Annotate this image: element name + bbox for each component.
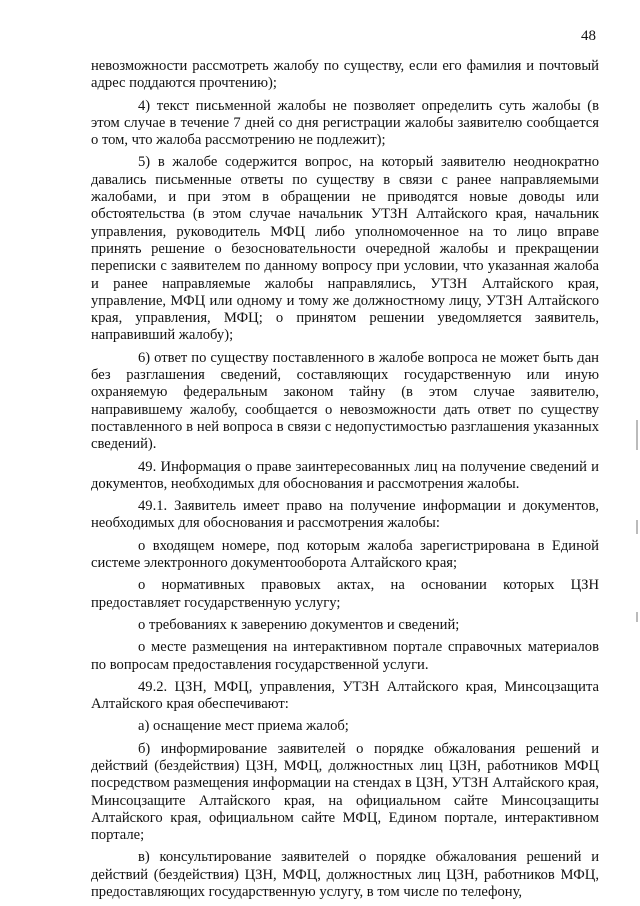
paragraph-item-b: б) информирование заявителей о порядке обжалования решений и действий (бездействия) ЦЗН, МФЦ, должностных лиц ЦЗН, работников МФЦ посредством размещения информации на стендах в ЦЗН, УТЗН Алтайского края, Минсоцзащите Алтайского края, на официальном сайте Минсоцзащиты Алтайского края, официальном сайте МФЦ, Едином портале, интерактивном портале; — [91, 740, 599, 844]
section-49-2: 49.2. ЦЗН, МФЦ, управления, УТЗН Алтайского края, Минсоцзащита Алтайского края обеспечивают: — [91, 678, 599, 713]
document-body — [91, 58, 599, 906]
paragraph-portal-placement: о месте размещения на интерактивном портале справочных материалов по вопросам предоставления государственной услуги. — [91, 639, 599, 673]
section-49-heading: 49. Информация о праве заинтересованных лиц на получение сведений и документов, необходимых для обоснования и рассмотрения жалобы. — [91, 458, 599, 492]
paragraph-normative-acts: о нормативных правовых актах, на основании которых ЦЗН предоставляет государственную услугу; — [91, 577, 599, 611]
paragraph-continuation: невозможности рассмотреть жалобу по существу, если его фамилия и почтовый адрес поддаются прочтению); — [91, 58, 599, 92]
paragraph-item-5: 5) в жалобе содержится вопрос, на который заявителю неоднократно давались письменные ответы по существу в связи с ранее направляемыми жалобами, и при этом в обращении не приводятся новые доводы или обстоятельства (в этом случае начальник УТЗН Алтайского края, начальник управления, руководитель МФЦ либо уполномоченное на то лицо вправе принять решение о безосновательности очередной жалобы и прекращении переписки с заявителем по данному вопросу при условии, что указанная жалоба и ранее направляемые жалобы направлялись, УТЗН Алтайского края, управление, МФЦ или одному и тому же должностному лицу, УТЗН Алтайского края, управления, МФЦ; о принятом решении уведомляется заявитель, направивший жалобу); — [91, 154, 599, 344]
scan-edge-mark — [636, 612, 638, 622]
paragraph-item-4: 4) текст письменной жалобы не позволяет определить суть жалобы (в этом случае в течение 7 дней со дня регистрации жалобы заявителю сообщается о том, что жалоба рассмотрению не подлежит); — [91, 97, 599, 149]
scan-edge-mark — [636, 420, 638, 450]
section-49-1: 49.1. Заявитель имеет право на получение информации и документов, необходимых для обоснования и рассмотрения жалобы: — [91, 498, 599, 532]
paragraph-item-a: а) оснащение мест приема жалоб; — [138, 718, 349, 735]
scan-edge-mark — [636, 520, 638, 534]
paragraph-item-6: 6) ответ по существу поставленного в жалобе вопроса не может быть дан без разглашения сведений, составляющих государственную или иную охраняемую федеральным законом тайну (в этом случае заявителю, направившему жалобу, сообщается о невозможности дать ответ по существу поставленного в ней вопроса в связи с недопустимостью разглашения указанных сведений). — [91, 349, 599, 453]
paragraph-item-v: в) консультирование заявителей о порядке обжалования решений и действий (бездействия) ЦЗН, МФЦ, должностных лиц ЦЗН, работников МФЦ, предоставляющих государственную услугу, в том числе по телефону, — [91, 849, 599, 901]
paragraph-incoming-number: о входящем номере, под которым жалоба зарегистрирована в Единой системе электронного документооборота Алтайского края; — [91, 537, 599, 572]
paragraph-certification-requirements: о требованиях к заверению документов и сведений; — [138, 616, 460, 633]
page-number: 48 — [581, 28, 596, 44]
